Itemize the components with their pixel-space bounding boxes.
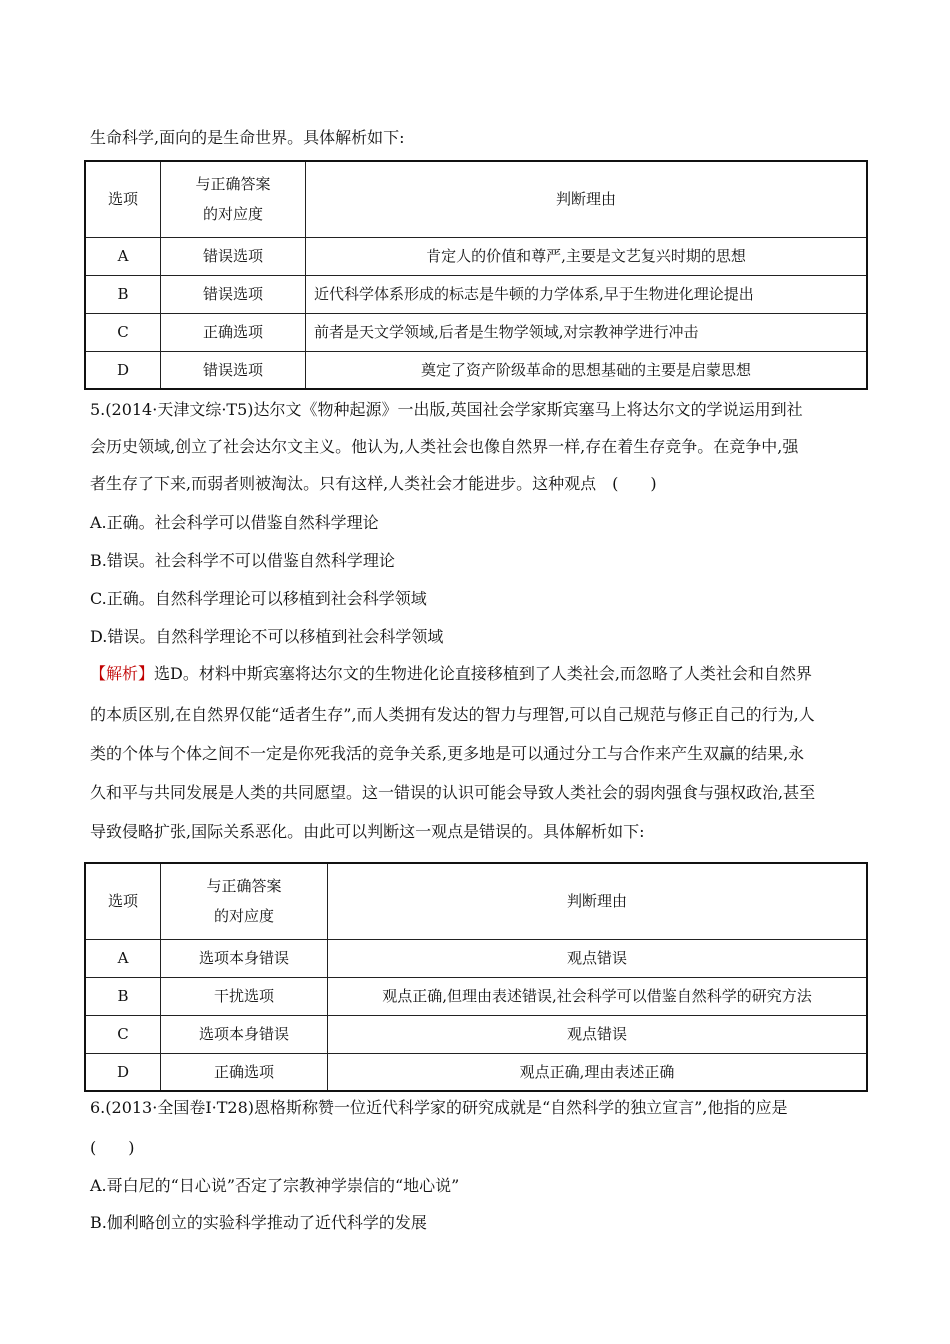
row-reason: 近代科学体系形成的标志是牛顿的力学体系,早于生物进化理论提出 xyxy=(306,275,868,313)
q5-option-a: A.正确。社会科学可以借鉴自然科学理论 xyxy=(90,513,379,532)
row-reason: 观点正确,理由表述正确 xyxy=(328,1053,868,1091)
analysis-tag: 【解析】 xyxy=(90,664,155,683)
table-row xyxy=(85,977,867,1015)
row-option: B xyxy=(85,275,161,313)
q5-stem-line-3: 者生存了下来,而弱者则被淘汰。只有这样,人类社会才能进步。这种观点 ( ) xyxy=(90,474,657,493)
row-option: D xyxy=(85,1053,161,1091)
row-reason: 观点正确,但理由表述错误,社会科学可以借鉴自然科学的研究方法 xyxy=(328,977,868,1015)
row-correspondence: 干扰选项 xyxy=(161,977,328,1015)
header-reason: 判断理由 xyxy=(328,863,868,939)
row-reason: 奠定了资产阶级革命的思想基础的主要是启蒙思想 xyxy=(306,351,868,389)
table-row xyxy=(85,939,867,977)
row-correspondence: 错误选项 xyxy=(161,237,306,275)
row-option: A xyxy=(85,237,161,275)
header-correspondence xyxy=(161,161,306,237)
row-option: C xyxy=(85,1015,161,1053)
table-row xyxy=(85,1015,867,1053)
row-option: D xyxy=(85,351,161,389)
header-correspondence-line2: 的对应度 xyxy=(202,205,263,224)
table-row xyxy=(85,351,867,389)
row-option: C xyxy=(85,313,161,351)
table-row xyxy=(85,313,867,351)
intro-text: 生命科学,面向的是生命世界。具体解析如下: xyxy=(90,128,405,147)
row-correspondence: 正确选项 xyxy=(161,313,306,351)
q6-option-a: A.哥白尼的“日心说”否定了宗教神学崇信的“地心说” xyxy=(90,1176,460,1195)
q5-analysis-line-3: 类的个体与个体之间不一定是你死我活的竞争关系,更多地是可以通过分工与合作来产生双赢的结果,永 xyxy=(90,744,805,763)
q5-analysis-line-5: 导致侵略扩张,国际关系恶化。由此可以判断这一观点是错误的。具体解析如下: xyxy=(90,822,645,841)
row-reason: 观点错误 xyxy=(328,939,868,977)
row-reason: 前者是天文学领域,后者是生物学领域,对宗教神学进行冲击 xyxy=(306,313,868,351)
table-header-row xyxy=(85,161,867,237)
row-reason: 观点错误 xyxy=(328,1015,868,1053)
header-correspondence-line2: 的对应度 xyxy=(213,907,274,926)
q5-stem-line-1: 5.(2014·天津文综·T5)达尔文《物种起源》一出版,英国社会学家斯宾塞马上将达尔文的学说运用到社 xyxy=(90,400,803,419)
header-correspondence-line1: 与正确答案 xyxy=(206,877,282,896)
row-correspondence: 选项本身错误 xyxy=(161,939,328,977)
row-correspondence: 正确选项 xyxy=(161,1053,328,1091)
q5-analysis-line-2: 的本质区别,在自然界仅能“适者生存”,而人类拥有发达的智力与理智,可以自己规范与修正自己的行为,人 xyxy=(90,705,815,724)
header-option: 选项 xyxy=(85,863,161,939)
table-header-row xyxy=(85,863,867,939)
row-option: A xyxy=(85,939,161,977)
q5-analysis-line-4: 久和平与共同发展是人类的共同愿望。这一错误的认识可能会导致人类社会的弱肉强食与强权政治,甚至 xyxy=(90,783,816,802)
q5-option-d: D.错误。自然科学理论不可以移植到社会科学领域 xyxy=(90,627,444,646)
q6-option-b: B.伽利略创立的实验科学推动了近代科学的发展 xyxy=(90,1213,427,1232)
table-row xyxy=(85,237,867,275)
table-row xyxy=(85,275,867,313)
q5-stem-line-2: 会历史领域,创立了社会达尔文主义。他认为,人类社会也像自然界一样,存在着生存竞争。在竞争中,强 xyxy=(90,437,799,456)
header-reason: 判断理由 xyxy=(306,161,868,237)
row-correspondence: 错误选项 xyxy=(161,275,306,313)
header-correspondence xyxy=(161,863,328,939)
q6-stem-line-2: ( ) xyxy=(90,1138,135,1157)
header-option: 选项 xyxy=(85,161,161,237)
row-correspondence: 错误选项 xyxy=(161,351,306,389)
header-correspondence-line1: 与正确答案 xyxy=(195,175,271,194)
row-reason: 肯定人的价值和尊严,主要是文艺复兴时期的思想 xyxy=(306,237,868,275)
row-correspondence: 选项本身错误 xyxy=(161,1015,328,1053)
q5-analysis-line-1 xyxy=(90,664,812,684)
answer-table-1 xyxy=(84,160,868,390)
analysis-first-text: 选D。材料中斯宾塞将达尔文的生物进化论直接移植到了人类社会,而忽略了人类社会和自然界 xyxy=(154,664,812,683)
table-row xyxy=(85,1053,867,1091)
q5-option-b: B.错误。社会科学不可以借鉴自然科学理论 xyxy=(90,551,395,570)
q6-stem-line-1: 6.(2013·全国卷Ⅰ·T28)恩格斯称赞一位近代科学家的研究成就是“自然科学的独立宣言”,他指的应是 xyxy=(90,1098,788,1117)
row-option: B xyxy=(85,977,161,1015)
q5-option-c: C.正确。自然科学理论可以移植到社会科学领域 xyxy=(90,589,427,608)
answer-table-2 xyxy=(84,862,868,1092)
